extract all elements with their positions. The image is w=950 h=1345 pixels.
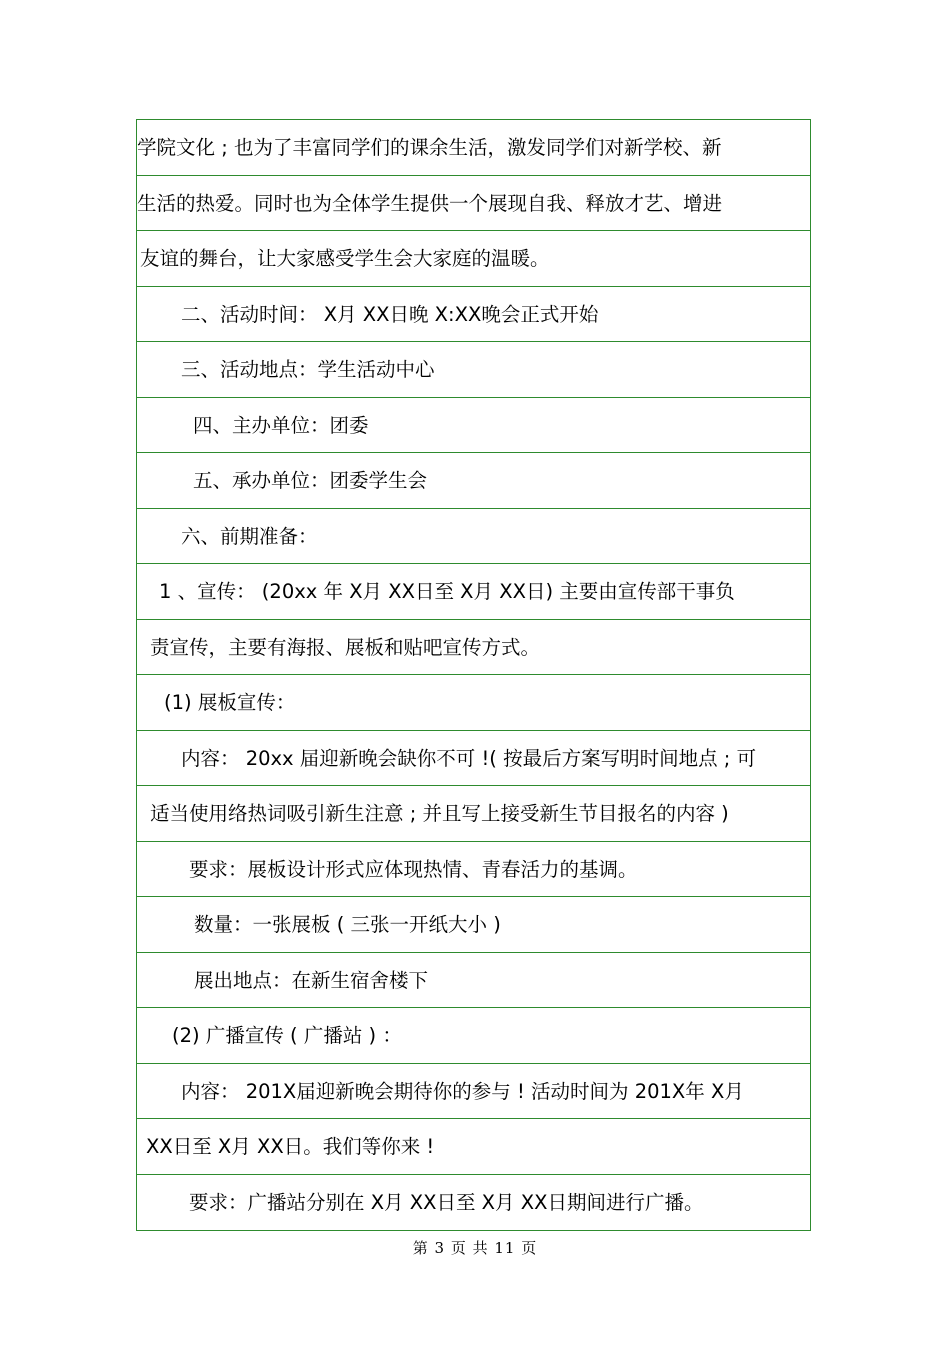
text-line [137, 675, 810, 731]
line-text: 展出地点：在新生宿舍楼下 [194, 968, 429, 992]
line-text: 生活的热爱。同时也为全体学生提供一个展现自我、释放才艺、增进 [137, 191, 723, 215]
text-line [137, 564, 810, 620]
text-line [137, 342, 810, 398]
text-line [137, 786, 810, 842]
line-text: 六、前期准备： [181, 524, 318, 548]
page-footer: 第 3 页 共 11 页 [412, 1239, 538, 1257]
text-line [137, 453, 810, 509]
text-line [137, 176, 810, 232]
text-line [137, 231, 810, 287]
line-text: 1 、宣传： (20xx 年 X月 XX日至 X月 XX日) 主要由宣传部干事负 [159, 580, 735, 603]
line-text: XX日至 X月 XX日。我们等你来 ! [146, 1135, 435, 1158]
line-text: 五、承办单位：团委学生会 [193, 469, 428, 492]
line-text: 要求：广播站分别在 X月 XX日至 X月 XX日期间进行广播。 [189, 1190, 704, 1214]
text-line [137, 1008, 810, 1064]
line-text: 四、主办单位：团委 [193, 413, 369, 437]
line-text: 内容： 201X届迎新晚会期待你的参与 ! 活动时间为 201X年 X月 [181, 1079, 744, 1103]
line-text: 三、活动地点：学生活动中心 [181, 358, 435, 381]
text-line [137, 897, 810, 953]
line-text: 要求：展板设计形式应体现热情、青春活力的基调。 [189, 857, 638, 881]
line-text: 适当使用络热词吸引新生注意 ; 并且写上接受新生节目报名的内容 ) [150, 802, 729, 825]
text-line [137, 731, 810, 787]
document-frame [136, 119, 811, 1231]
line-text: 学院文化 ; 也为了丰富同学们的课余生活，激发同学们对新学校、新 [137, 136, 722, 159]
text-line [137, 620, 810, 676]
line-text: 二、活动时间： X月 XX日晚 X:XX晚会正式开始 [181, 302, 599, 326]
line-text: (2) 广播宣传 ( 广播站 ) ： [172, 1024, 402, 1047]
text-line [137, 398, 810, 454]
text-line [137, 1119, 810, 1175]
line-text: 数量：一张展板 ( 三张一开纸大小 ) [194, 913, 501, 936]
text-line [137, 953, 810, 1009]
text-line [137, 120, 810, 176]
line-text: 责宣传，主要有海报、展板和贴吧宣传方式。 [150, 635, 541, 659]
line-text: (1) 展板宣传： [164, 691, 296, 714]
text-line [137, 1064, 810, 1120]
line-text: 内容： 20xx 届迎新晚会缺你不可 !( 按最后方案写明时间地点 ; 可 [181, 746, 757, 770]
line-text: 友谊的舞台，让大家感受学生会大家庭的温暖。 [140, 247, 550, 270]
text-line [137, 1175, 810, 1231]
text-line [137, 842, 810, 898]
text-line [137, 509, 810, 565]
text-line [137, 287, 810, 343]
